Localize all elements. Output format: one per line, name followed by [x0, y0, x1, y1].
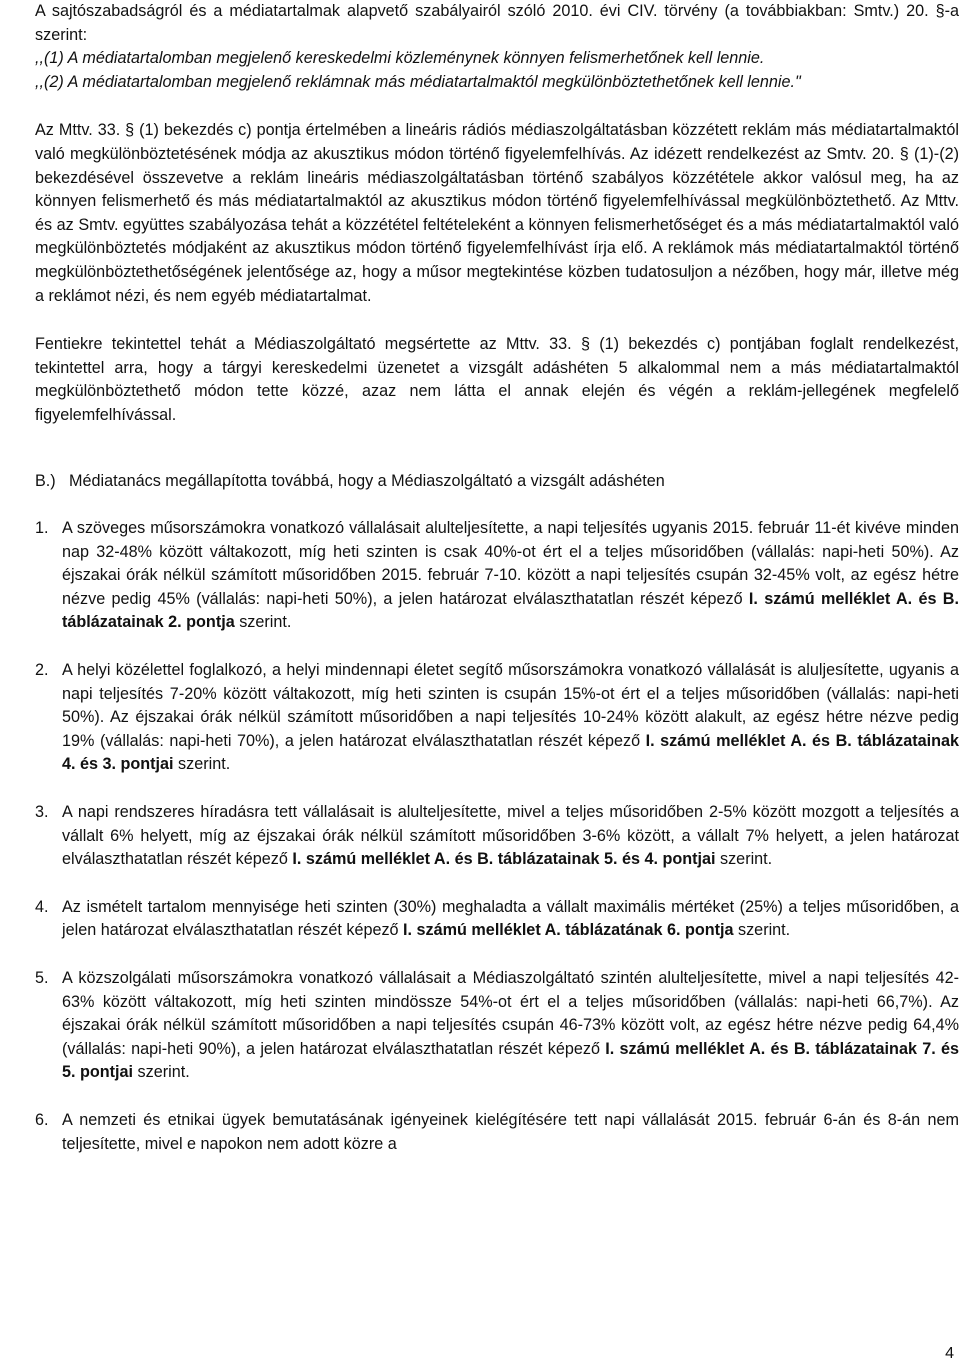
list-item: [35, 896, 959, 943]
list-item: [35, 517, 959, 635]
item-text: A helyi közélettel foglalkozó, a helyi mindennapi életet segítő műsorszámokra vonatkozó vállalását is aluljesítette, ugyanis a napi teljesítés 7-20% között váltakozott, míg heti szinten is csupán 15%-ot ért el a teljes műsoridőben (vállalás: napi-heti 50%). Az éjszakai órák nélkül számított műsoridőben a napi teljesítés 10-24% között alakult, az egész hétre nézve pedig 19% (vállalás: napi-heti 70%), a jelen határozat elválaszthatatlan részét képező I. számú melléklet A. és B. táblázatainak 4. és 3. pontjai szerint.: [62, 661, 959, 774]
section-b-heading: [35, 470, 959, 494]
item-reference: I. számú melléklet A. és B. táblázatainak 5. és 4. pontjai: [292, 850, 716, 869]
item-reference: I. számú melléklet A. és B. táblázatainak 7. és 5. pontjai: [62, 1039, 959, 1082]
item-number: 2.: [35, 661, 49, 680]
section-b-text: Médiatanács megállapította továbbá, hogy a Médiaszolgáltató a vizsgált adáshéten: [69, 471, 665, 490]
quote-paragraph-2: ,,(2) A médiatartalomban megjelenő reklámnak más médiatartalmaktól megkülönböztethetőnek kell lennie.": [35, 72, 801, 91]
item-text: A szöveges műsorszámokra vonatkozó vállalásait alulteljesítette, a napi teljesítés ugyanis 2015. február 11-ét kivéve minden nap 32-48% között váltakozott, míg heti szinten is csak 40%-ot ért el a teljes műsoridőben (vállalás: napi-heti 50%). Az éjszakai órák nélkül számított műsoridőben 2015. február 7-10. között a napi teljesítés csupán 32-45% volt, az egész hétre nézve pedig 45% (vállalás: napi-heti 50%), a jelen határozat elválaszthatatlan részét képező I. számú melléklet A. és B. táblázatainak 2. pontja szerint.: [62, 519, 959, 632]
item-number: 5.: [35, 969, 49, 987]
item-number: 1.: [35, 519, 49, 538]
item-number: 3.: [35, 803, 49, 822]
page-number: 4: [945, 1345, 954, 1362]
list-item: [35, 1109, 959, 1156]
item-text: A napi rendszeres híradásra tett vállalásait is alulteljesítette, mivel a teljes műsoridőben 2-5% között mozgott a teljesítés a vállalt 6% helyett, míg az éjszakai órák nélkül számított műsoridőben 3-6% között, a vállalt 7% helyett, a jelen határozat elválaszthatatlan részét képező I. számú melléklet A. és B. táblázatainak 5. és 4. pontjai szerint.: [62, 803, 959, 869]
document-page: [35, 0, 959, 1156]
conclusion-paragraph: Fentiekre tekintettel tehát a Médiaszolgáltató megsértette az Mttv. 33. § (1) bekezdés c) pontjában foglalt rendelkezést, tekintettel arra, hogy a tárgyi kereskedelmi üzenetet a vizsgált adáshéten 5 alkalommal nem a más médiatartalmaktól megkülönböztethető módon tette közzé, azaz nem látta el annak elején és végén a reklám-jellegének megfelelő figyelemfelhívással.: [35, 335, 959, 424]
item-text: A közszolgálati műsorszámokra vonatkozó vállalásait a Médiaszolgáltató szintén alulteljesítette, mivel a napi teljesítés 42-63% között váltakozott, míg heti szinten mindössze 54%-ot ért el a teljes műsoridőben (vállalás: napi-heti 66,7%). Az éjszakai órák nélkül számított műsoridőben a napi teljesítés csupán 46-73% között volt, az egész hétre nézve pedig 64,4% (vállalás: napi-heti 90%), a jelen határozat elválaszthatatlan részét képező I. számú melléklet A. és B. táblázatainak 7. és 5. pontjai szerint.: [62, 969, 959, 1082]
intro-paragraph: A sajtószabadságról és a médiatartalmak alapvető szabályairól szóló 2010. évi CIV. törvény (a továbbiakban: Smtv.) 20. §-a szerint:: [35, 2, 959, 44]
list-item: [35, 967, 959, 1085]
item-reference: I. számú melléklet A. táblázatának 6. pontja: [403, 921, 734, 940]
section-b-label: B.): [35, 471, 56, 490]
item-number: 4.: [35, 897, 49, 916]
findings-list: [35, 517, 959, 1156]
mttv-paragraph: Az Mttv. 33. § (1) bekezdés c) pontja értelmében a lineáris rádiós médiaszolgáltatásban közzétett reklám más médiatartalmaktól való megkülönböztetésének módja az akusztikus módon történő figyelemfelhívás. Az idézett rendelkezést az Smtv. 20. § (1)-(2) bekezdésével összevetve a reklám lineáris médiaszolgáltatásban történő szabályos közzététele akkor valósul meg, ha az könnyen felismerhető és más médiatartalmaktól az akusztikus módon történő figyelemfelhívással megkülönböztethető. Az Mttv. és az Smtv. együttes szabályozása tehát a közzététel feltételeként a könnyen felismerhetőséget és a más médiatartalmaktól való megkülönböztetés módjaként az akusztikus módon történő figyelemfelhívást írja elő. A reklámok más médiatartalmaktól történő megkülönböztethetőségének jelentősége az, hogy a műsor megtekintése közben tudatosuljon a nézőben, hogy már, illetve még a reklámot nézi, és nem egyéb médiatartalmat.: [35, 121, 959, 305]
list-item: [35, 801, 959, 872]
item-text: Az ismételt tartalom mennyisége heti szinten (30%) meghaladta a vállalt maximális mértéket (25%) a teljes műsoridőben, a jelen határozat elválaszthatatlan részét képező I. számú melléklet A. táblázatának 6. pontja szerint.: [62, 897, 959, 940]
quote-paragraph-1: ,,(1) A médiatartalomban megjelenő kereskedelmi közleménynek könnyen felismerhetőnek kell lennie.: [35, 49, 765, 68]
item-text: A nemzeti és etnikai ügyek bemutatásának igényeinek kielégítésére tett napi vállalását 2015. február 6-án és 8-án nem teljesítette, mivel e napokon nem adott közre a: [62, 1110, 959, 1153]
item-reference: I. számú melléklet A. és B. táblázatainak 4. és 3. pontjai: [62, 731, 959, 774]
list-item: [35, 659, 959, 777]
item-reference: I. számú melléklet A. és B. táblázatainak 2. pontja: [62, 589, 959, 632]
item-number: 6.: [35, 1110, 49, 1129]
